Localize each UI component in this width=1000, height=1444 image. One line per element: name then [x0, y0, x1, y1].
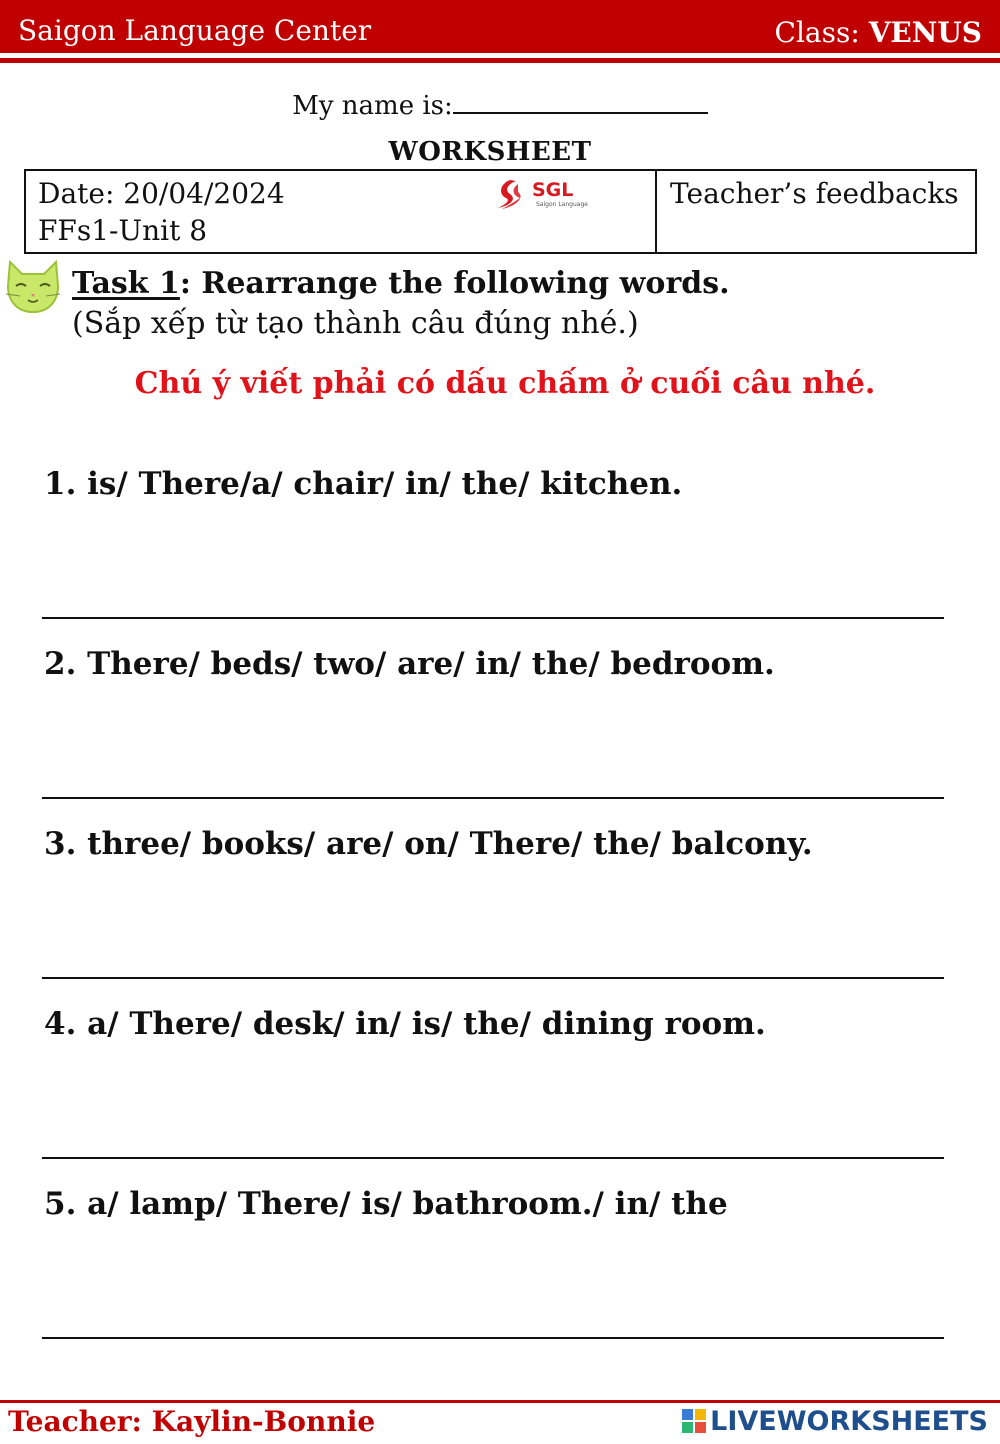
question-2: 2. There/ beds/ two/ are/ in/ the/ bedroom. — [44, 646, 775, 682]
unit-label: FFs1-Unit 8 — [38, 214, 208, 247]
liveworksheets-text: LIVEWORKSHEETS — [710, 1405, 988, 1437]
question-4: 4. a/ There/ desk/ in/ is/ the/ dining room. — [44, 1006, 766, 1042]
name-prompt: My name is: — [292, 91, 453, 121]
name-line — [0, 88, 1000, 121]
info-box — [24, 169, 977, 254]
class-label — [775, 16, 982, 49]
liveworksheets-logo-icon — [681, 1408, 707, 1434]
name-blank[interactable] — [453, 88, 708, 114]
teacher-name: Teacher: Kaylin-Bonnie — [8, 1405, 376, 1438]
header-divider — [0, 58, 1000, 63]
question-3: 3. three/ books/ are/ on/ There/ the/ balcony. — [44, 826, 813, 862]
sgl-logo — [496, 176, 596, 212]
worksheet-title: WORKSHEET — [388, 137, 592, 167]
info-left-cell — [26, 171, 657, 252]
class-name: VENUS — [868, 16, 982, 49]
question-1: 1. is/ There/a/ chair/ in/ the/ kitchen. — [44, 466, 683, 502]
punctuation-note: Chú ý viết phải có dấu chấm ở cuối câu nhé. — [134, 366, 876, 401]
liveworksheets-brand[interactable] — [681, 1404, 988, 1438]
answer-line-4[interactable] — [42, 1157, 944, 1159]
footer-divider — [0, 1400, 1000, 1403]
logo-text: SGL — [532, 179, 574, 201]
class-prefix: Class: — [774, 16, 869, 49]
answer-line-2[interactable] — [42, 797, 944, 799]
task-title — [72, 266, 730, 301]
task-subtitle: (Sắp xếp từ tạo thành câu đúng nhé.) — [72, 306, 639, 341]
task-instruction: : Rearrange the following words. — [179, 266, 730, 301]
teacher-feedback-label: Teacher’s feedbacks — [670, 177, 959, 210]
cat-face-icon — [2, 256, 64, 316]
center-name: Saigon Language Center — [18, 14, 372, 47]
date-label: Date: 20/04/2024 — [38, 177, 285, 210]
answer-line-5[interactable] — [42, 1337, 944, 1339]
answer-line-1[interactable] — [42, 617, 944, 619]
question-5: 5. a/ lamp/ There/ is/ bathroom./ in/ the — [44, 1186, 728, 1222]
logo-subtext: Saigon Language — [536, 201, 588, 208]
task-number: Task 1 — [72, 266, 180, 301]
answer-line-3[interactable] — [42, 977, 944, 979]
header-bar — [0, 0, 1000, 53]
